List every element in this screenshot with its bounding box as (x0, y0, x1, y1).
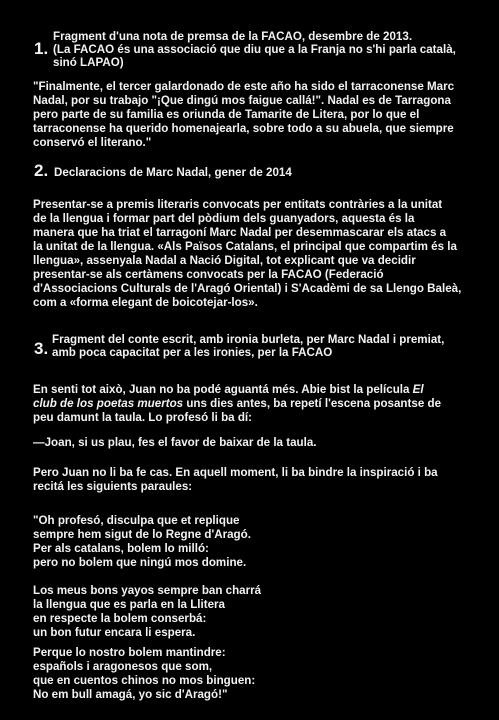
body-line: de la llengua i formar part del pòdium dels guanyadors, aquesta és la (33, 212, 415, 225)
quote-line: pero parte de su familia es oriunda de Tamarite de Litera, por lo que el (33, 108, 420, 121)
section-2-body (33, 198, 485, 310)
section-1-heading-line: Fragment d'una nota de premsa de la FACAO, desembre de 2013. (53, 30, 413, 43)
story-line: —Joan, si us plau, fes el favor de baixar de la taula. (33, 436, 317, 449)
verse-line: españols i aragonesos que som, (33, 660, 213, 673)
body-line: la unitat de la llengua. «Als Països Catalans, el principal que compartim és la (33, 240, 457, 253)
verse-line: Los meus bons yayos sempre ban charrá (33, 584, 262, 597)
verse-line: No em bull amagá, yo sic d'Aragó!" (33, 688, 228, 701)
story-line (33, 397, 485, 411)
verse-line: un bon futur encara li espera. (33, 626, 196, 639)
quote-line: conservó el literano." (33, 136, 152, 149)
story-line: recitá les siguients paraules: (33, 480, 193, 493)
section-3-heading (52, 333, 444, 359)
verse-line: en respecte la bolem conserbá: (33, 612, 207, 625)
verse-line: pero no bolem que ningú mos domine. (33, 556, 247, 569)
section-2-heading: Declaracions de Marc Nadal, gener de 2014 (54, 166, 292, 179)
section-1-quote (33, 80, 485, 150)
verse-line: Per als catalans, bolem lo milló: (33, 542, 209, 555)
story-line (33, 383, 485, 397)
body-line: d'Associacions Culturals de l'Aragó Oriental) i S'Acadèmi de sa Llengo Baleà, (33, 282, 462, 295)
story-line: Pero Juan no li ba fe cas. En aquell moment, li ba bindre la inspiració i ba (33, 466, 438, 479)
section-1-heading (53, 30, 456, 69)
quote-line: tarraconense ha querido homenajearla, sobre todo a su abuela, que siempre (33, 122, 454, 135)
story-paragraph-2 (33, 436, 485, 450)
section-1-number: 1. (34, 39, 49, 58)
body-line: presentar-se als certàmens convocats per la FACAO (Federació (33, 268, 384, 281)
section-3-number: 3. (34, 339, 49, 358)
body-line: Presentar-se a premis literaris convocats per entitats contràries a la unitat (33, 198, 443, 211)
story-line: peu damunt la taula. Lo profesó li ba dí: (33, 411, 253, 424)
story-paragraph-3 (33, 466, 485, 494)
film-title-part: club de los poetas muertos (33, 397, 184, 410)
verse-line: "Oh profesó, disculpa que et replique (33, 514, 240, 527)
film-title-part: El (412, 383, 424, 396)
body-line: manera que ha triat el tarragoní Marc Nadal per desemmascarar els atacs a (33, 226, 447, 239)
body-line: llengua», assenyala Nadal a Nació Digital, tot explicant que va decidir (33, 254, 416, 267)
verse-line: Perque lo nostro bolem mantindre: (33, 646, 226, 659)
quote-line: Nadal, por su trabajo "¡Que dingú mos faigue callá!". Nadal es de Tarragona (33, 94, 451, 107)
section-2-number: 2. (34, 161, 49, 180)
body-line: com a «forma elegant de boicotejar-los». (33, 296, 258, 309)
quote-line: "Finalmente, el tercer galardonado de este año ha sido el tarraconense Marc (33, 80, 455, 93)
verse-stanza-3 (33, 646, 485, 702)
verse-line: sempre hem sigut de lo Regne d'Aragó. (33, 528, 251, 541)
section-1-heading-line: sinó LAPAO) (53, 56, 124, 69)
verse-line: la llengua que es parla en la Llitera (33, 598, 226, 611)
story-text: uns dies antes, ba repetí l'escena posantse de (183, 397, 442, 410)
story-text: En senti tot això, Juan no ba podé aguantá més. Abie bist la película (33, 383, 413, 396)
section-3-heading-line: Fragment del conte escrit, amb ironia burleta, per Marc Nadal i premiat, (52, 333, 445, 346)
section-3-heading-line: amb poca capacitat per a les ironies, per la FACAO (52, 346, 333, 359)
verse-stanza-1 (33, 514, 485, 570)
story-paragraph-1 (33, 383, 485, 425)
verse-stanza-2 (33, 584, 485, 640)
verse-line: que en cuentos chinos no mos binguen: (33, 674, 256, 687)
section-1-heading-line: (La FACAO és una associació que diu que a la Franja no s'hi parla català, (53, 43, 456, 56)
